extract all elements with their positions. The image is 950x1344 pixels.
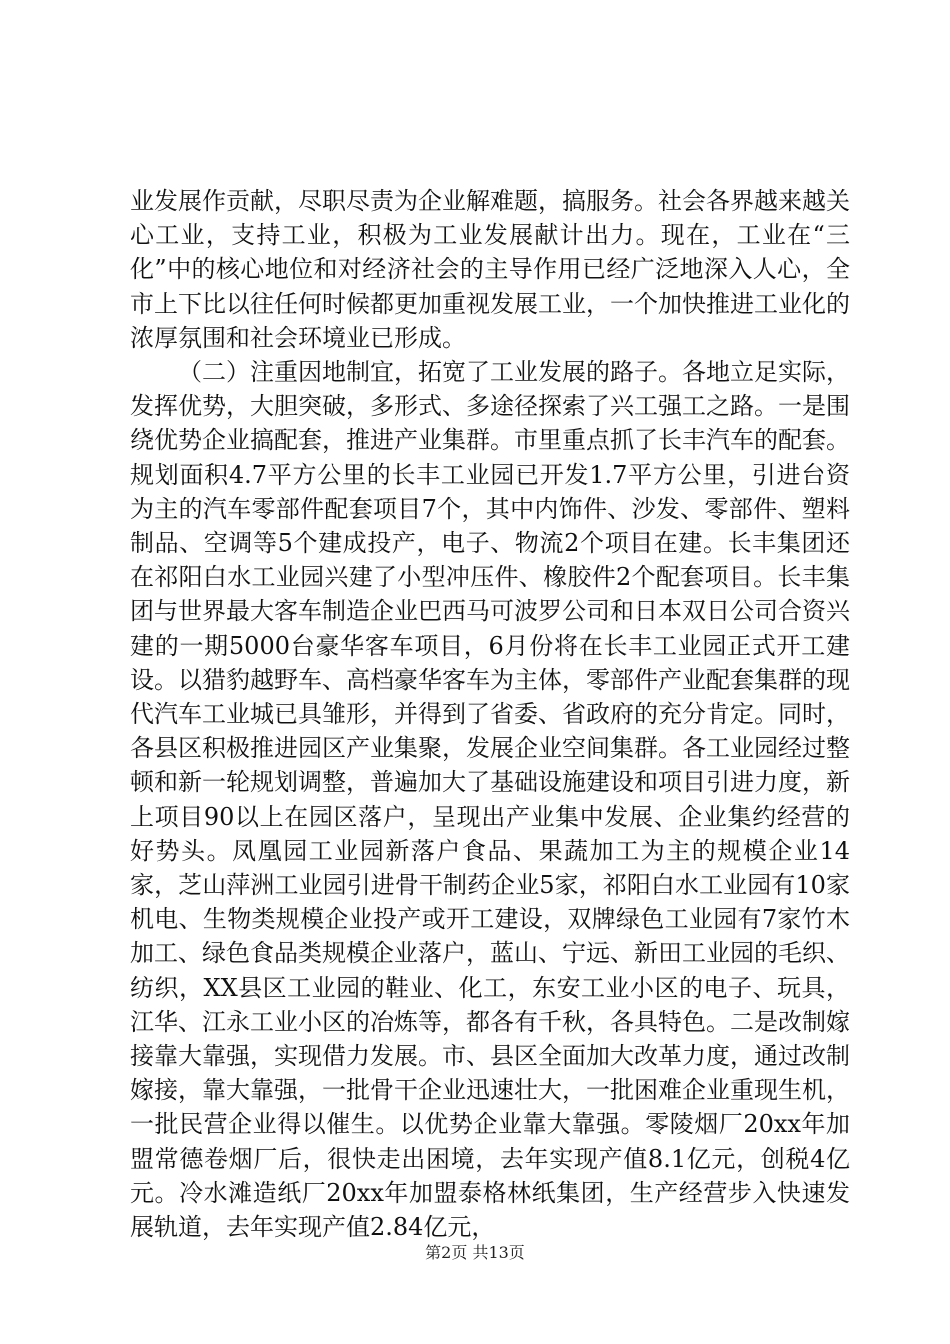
body-text (130, 184, 850, 1244)
paragraph-section-two: （二）注重因地制宜，拓宽了工业发展的路子。各地立足实际，发挥优势，大胆突破，多形式、多途径探索了兴工强工之路。一是围绕优势企业搞配套，推进产业集群。市里重点抓了长丰汽车的配套。规划面积4.7平方公里的长丰工业园已开发1.7平方公里，引进台资为主的汽车零部件配套项目7个，其中内饰件、沙发、零部件、塑料制品、空调等5个建成投产，电子、物流2个项目在建。长丰集团还在祁阳白水工业园兴建了小型冲压件、橡胶件2个配套项目。长丰集团与世界最大客车制造企业巴西马可波罗公司和日本双日公司合资兴建的一期5000台豪华客车项目，6月份将在长丰工业园正式开工建设。以猎豹越野车、高档豪华客车为主体，零部件产业配套集群的现代汽车工业城已具雏形，并得到了省委、省政府的充分肯定。同时，各县区积极推进园区产业集聚，发展企业空间集群。各工业园经过整顿和新一轮规划调整，普遍加大了基础设施建设和项目引进力度，新上项目90以上在园区落户，呈现出产业集中发展、企业集约经营的好势头。凤凰园工业园新落户食品、果蔬加工为主的规模企业14家，芝山萍洲工业园引进骨干制药企业5家，祁阳白水工业园有10家机电、生物类规模企业投产或开工建设，双牌绿色工业园有7家竹木加工、绿色食品类规模企业落户，蓝山、宁远、新田工业园的毛织、纺织，XX县区工业园的鞋业、化工，东安工业小区的电子、玩具，江华、江永工业小区的冶炼等，都各有千秋，各具特色。二是改制嫁接靠大靠强，实现借力发展。市、县区全面加大改革力度，通过改制嫁接，靠大靠强，一批骨干企业迅速壮大，一批困难企业重现生机，一批民营企业得以催生。以优势企业靠大靠强。零陵烟厂20xx年加盟常德卷烟厂后，很快走出困境，去年实现产值8.1亿元，创税4亿元。冷水滩造纸厂20xx年加盟泰格林纸集团，生产经营步入快速发展轨道，去年实现产值2.84亿元， (130, 358, 850, 1242)
paragraph-continued: 业发展作贡献，尽职尽责为企业解难题，搞服务。社会各界越来越关心工业，支持工业，积极为工业发展献计出力。现在，工业在“三化”中的核心地位和对经济社会的主导作用已经广泛地深入人心，全市上下比以往任何时候都更加重视发展工业，一个加快推进工业化的浓厚氛围和社会环境业已形成。 (130, 187, 850, 352)
page-footer: 第2页 共13页 (425, 1243, 525, 1262)
